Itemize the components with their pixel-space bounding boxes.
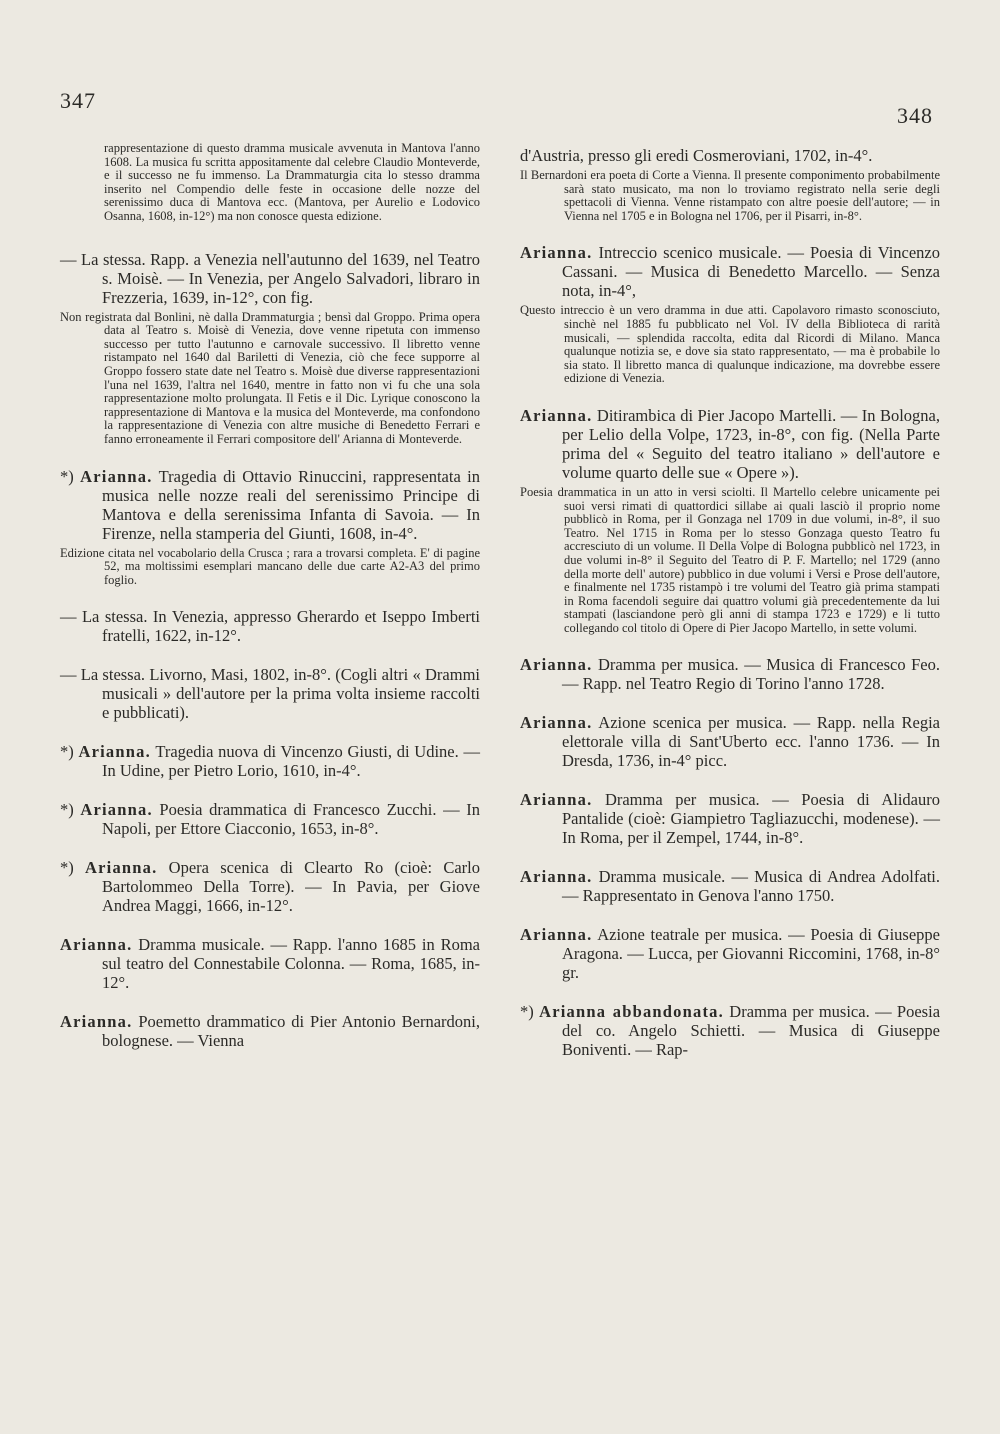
bibliography-entry [520, 146, 940, 165]
entry-heading: Arianna. [60, 935, 133, 955]
entry-heading: Arianna. [520, 867, 593, 887]
entry-heading: Arianna. [520, 713, 593, 733]
asterisk-marker: *) [520, 1002, 540, 1022]
entry-heading: Arianna. [520, 405, 593, 425]
entry-text: Opera scenica di Cleartо Ro (cioè: Carlo Bartolommeo Della Torre). — In Pavia, per Giove Andrea Maggi, 1666, in-12°. [102, 858, 480, 916]
entry-note [60, 311, 480, 447]
bibliography-entry [60, 467, 480, 543]
entry-heading: Arianna. [85, 858, 158, 878]
page-number-right: 348 [897, 103, 933, 128]
entry-text: Questo intreccio è un vero dramma in due atti. Capolavoro rimasto sconosciuto, sinchè nel 1885 fu pubblicato nel Vol. IV della Biblioteca di rarità musicali, — splendida raccolta, edita dal Ricordi di Milano. Manca qualunque notizia se, e dove sia stato rappresentato, — ma è probabile lo sia stato. Il libretto manca di qualunque indicazione, ma dovrebbe essere edizione di Venezia. [520, 303, 940, 386]
bibliography-entry [520, 925, 940, 982]
left-column [60, 142, 480, 1050]
entry-heading: Arianna. [520, 655, 593, 675]
entry-note [60, 547, 480, 588]
entry-text: Dramma musicale. — Musica di Andrea Adolfati. — Rappresentato in Genova l'anno 1750. [562, 867, 940, 906]
entry-text: Dramma per musica. — Musica di Francesco Feo. — Rapp. nel Teatro Regio di Torino l'anno 1728. [562, 655, 940, 694]
entry-note [520, 304, 940, 386]
bibliography-entry [60, 607, 480, 645]
entry-text: Dramma musicale. — Rapp. l'anno 1685 in Roma sul teatro del Connestabile Colonna. — Roma, 1685, in-12°. [102, 935, 480, 993]
entry-text: Dramma per musica. — Poesia del co. Angelo Schietti. — Musica di Giuseppe Boniventi. — Rap- [562, 1002, 941, 1060]
bibliography-entry [520, 655, 940, 693]
entry-text: Poesia drammatica di Francesco Zucchi. — In Napoli, per Ettore Ciacconio, 1653, in-8°. [102, 800, 480, 839]
asterisk-marker: *) [60, 858, 86, 878]
right-column [520, 146, 940, 1059]
asterisk-marker: *) [60, 466, 81, 486]
bibliography-entry [60, 858, 480, 915]
entry-text: d'Austria, presso gli eredi Cosmeroviani, 1702, in-4°. [520, 146, 873, 165]
bibliography-entry [520, 790, 940, 847]
bibliography-entry [520, 867, 940, 905]
entry-text: Ditirambica di Pier Jacopo Martelli. — In Bologna, per Lelio della Volpe, 1723, in-8°, con fig. (Nella Parte prima del « Seguito del teatro italiano » dell'autore e volume quarto delle sue « Opere »). [562, 405, 940, 482]
entry-text: Il Bernardoni era poeta di Corte a Vienna. Il presente componimento probabilmente sarà stato musicato, ma non lo troviamo registrato nella serie degli spettacoli di Vienna. Venne ristampato con altre poesie dell'autore; — in Vienna nel 1705 e in Bologna nel 1706, per il Pisarri, in-8°. [520, 168, 940, 223]
entry-text: — La stessa. Livorno, Masi, 1802, in-8°. (Cogli altri « Drammi musicali » dell'autore per la prima volta insieme raccolti e pubblicati). [60, 665, 480, 723]
entry-note [60, 142, 480, 224]
entry-text: Tragedia di Ottavio Rinuccini, rappresentata in musica nelle nozze reali del serenissimo Principe di Mantova e della serenissima Infanta di Savoia. — In Firenze, nella stamperia del Giunti, 1608, in-4°. [102, 466, 481, 543]
bibliography-entry [60, 665, 480, 722]
entry-heading: Arianna. [520, 925, 593, 945]
entry-heading: Arianna. [60, 1012, 133, 1032]
entry-text: Tragedia nuova di Vincenzo Giusti, di Udine. — In Udine, per Pietro Lorio, 1610, in-4°. [102, 742, 480, 781]
bibliography-entry [60, 935, 480, 992]
entry-heading: Arianna. [80, 466, 153, 486]
bibliography-entry [60, 1012, 480, 1050]
asterisk-marker: *) [60, 742, 79, 762]
entry-text: Azione scenica per musica. — Rapp. nella Regia elettorale villa di Sant'Uberto ecc. l'anno 1736. — In Dresda, 1736, in-4° picc. [562, 713, 940, 771]
entry-text: Poemetto drammatico di Pier Antonio Bernardoni, bolognese. — Vienna [102, 1012, 480, 1051]
entry-heading: Arianna. [78, 742, 151, 762]
entry-text: Intreccio scenico musicale. — Poesia di Vincenzo Cassani. — Musica di Benedetto Marcello. — Senza nota, in-4°, [562, 243, 940, 301]
entry-text: — La stessa. Rapp. a Venezia nell'autunno del 1639, nel Teatro s. Moisè. — In Venezia, per Angelo Salvadori, libraro in Frezzeria, 1639, in-12°, con fig. [60, 249, 480, 307]
entry-text: Dramma per musica. — Poesia di Alidauro Pantalide (cioè: Giampietro Tagliazucchi, modenese). — In Roma, per il Zempel, 1744, in-8°. [562, 790, 940, 848]
bibliography-entry [60, 250, 480, 307]
bibliography-entry [520, 1002, 940, 1059]
entry-text: rappresentazione di questo dramma musicale avvenuta in Mantova l'anno 1608. La musica fu scritta appositamente dal celebre Claudio Monteverde, e il successo ne fu immenso. La Drammaturgia cita lo stesso dramma inserito nel Compendio delle feste in occasione delle nozze del serenissimo duca di Mantova ecc. (Mantova, per Aurelio e Lodovico Osanna, 1608, in-12°) ma non conosce questa edizione. [104, 141, 480, 223]
bibliography-entry [60, 800, 480, 838]
bibliography-entry [520, 713, 940, 770]
bibliography-entry [520, 406, 940, 482]
entry-text: Non registrata dal Bonlini, nè dalla Drammaturgia ; bensì dal Groppo. Prima opera data al Teatro s. Moisè di Venezia, dove venne ripetuta con immenso successo per tutto l'autunno e carnovale successivo. Il libretto venne ristampato nel 1640 dal Bariletti di Venezia, ciò che fece supporre al Groppo fossero state date nel Teatro s. Moisè due diverse rappresentazioni l'una nel 1639, l'altra nel 1640, mentre in fatto non vi fu che una sola rappresentazione molto prolungata. Il Fetis e il Dic. Lyrique conoscono la rappresentazione di Mantova e la musica del Monteverde, ma confondono la rappresentazione di Venezia con altre musiche di Benedetto Ferrari e fanno erroneamente il Ferrari compositore dell' Arianna di Monteverde. [60, 309, 480, 446]
entry-heading: Arianna. [520, 790, 593, 810]
bibliography-entry [60, 742, 480, 780]
page-number-left: 347 [60, 88, 96, 113]
entry-text: — La stessa. In Venezia, appresso Gherardo et Iseppo Imberti fratelli, 1622, in-12°. [60, 607, 480, 646]
asterisk-marker: *) [60, 800, 81, 820]
bibliography-entry [520, 243, 940, 300]
entry-text: Poesia drammatica in un atto in versi sciolti. Il Martello celebre unicamente pei suoi versi rimati di quattordici sillabe ai quali lasciò il proprio nome pubblicò in Roma, per il Gonzaga nel 1709 in due volumi, in-8°, il suo Teatro. Nel 1715 in Roma per lo stesso Gonzaga questo Teatro fu accresciuto di un volume. Il Della Volpe di Bologna pubblicò nel 1723, in due volumi in-8° il Seguito del Teatro di P. F. Martello; nel 1729 (anno della morte dell' autore) pubblico in due volumi i Versi e Prose dell'autore, e finalmente nel 1735 ristampò i tre volumi del Teatro già prima stampati in Roma facendoli seguire dai quattro volumi già precedentemente da lui stampati (lasciandone però gli anni di stampa 1723 e 1729) e li tutto collegando col titolo di Opere di Pier Jacopo Martello, in sette volumi. [520, 484, 940, 635]
entry-text: Azione teatrale per musica. — Poesia di Giuseppe Aragona. — Lucca, per Giovanni Riccomini, 1768, in-8° gr. [562, 925, 940, 983]
entry-heading: Arianna. [520, 243, 593, 263]
entry-heading: Arianna. [80, 800, 153, 820]
entry-heading: Arianna abbandonata. [539, 1002, 724, 1022]
entry-note [520, 169, 940, 223]
entry-text: Edizione citata nel vocabolario della Crusca ; rara a trovarsi completa. E' di pagine 52, ma moltissimi esemplari mancano delle due carte A2-A3 del primo foglio. [60, 545, 480, 587]
entry-note [520, 486, 940, 636]
